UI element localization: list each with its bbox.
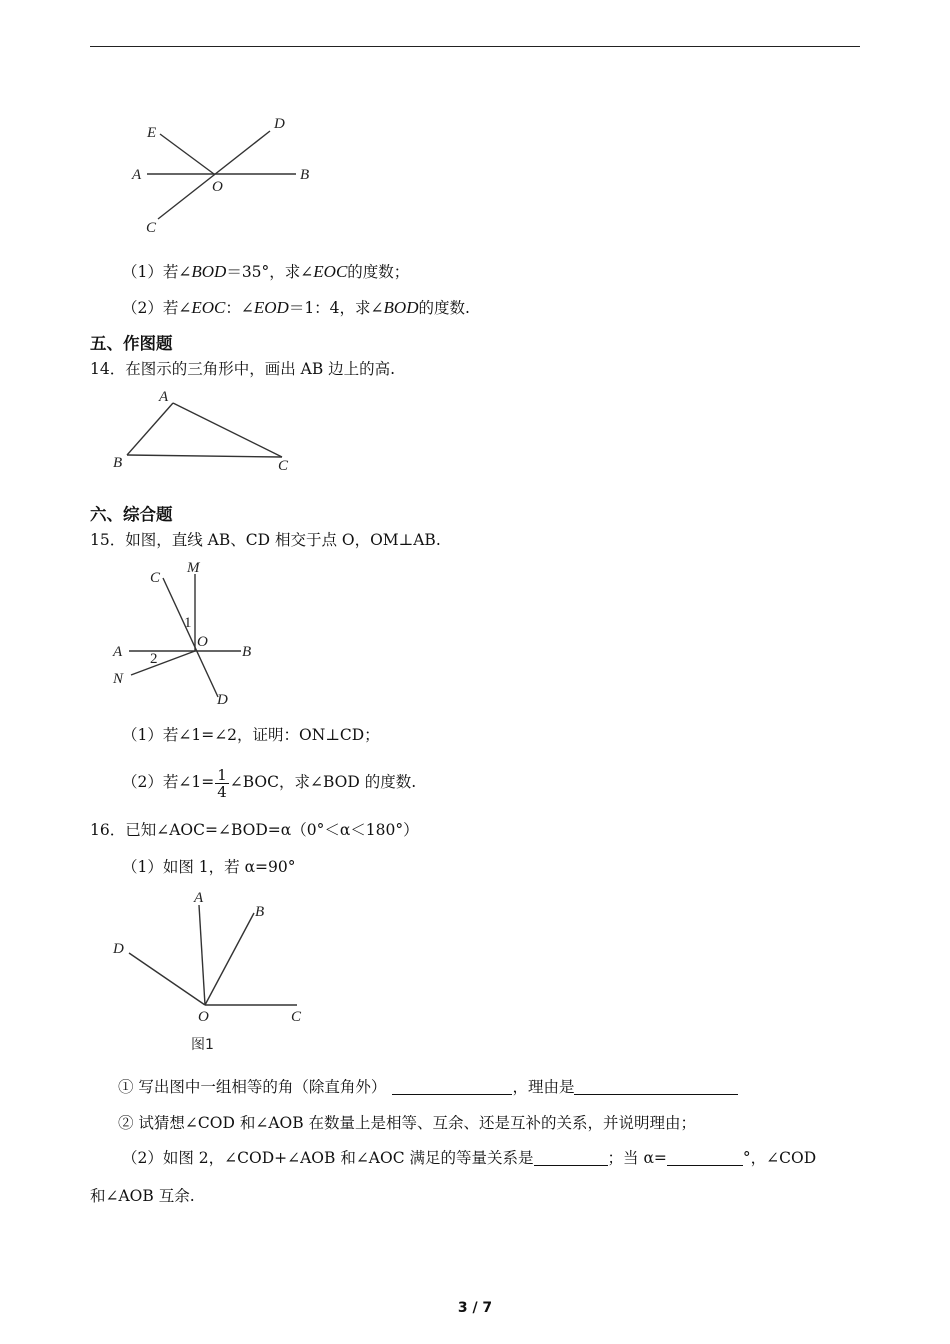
- section-6-title: 六、综合题: [90, 505, 173, 524]
- label-angle-2: 2: [150, 651, 158, 667]
- side-ab: [127, 403, 173, 455]
- label-angle-1: 1: [184, 615, 192, 631]
- label-d: D: [217, 692, 228, 708]
- label-a: A: [113, 644, 123, 660]
- answer-blank-alpha[interactable]: [667, 1149, 743, 1166]
- answer-blank-angles[interactable]: [392, 1078, 512, 1095]
- q16-subq1: ① 写出图中一组相等的角（除直角外） ，理由是: [118, 1077, 738, 1097]
- line-cd: [163, 578, 218, 697]
- label-o: O: [197, 634, 208, 650]
- label-m: M: [187, 560, 200, 576]
- figure-14-triangle: [105, 385, 305, 475]
- header-rule: [90, 46, 860, 47]
- q15-part1: （1）若∠1=∠2，证明：ON⊥CD；: [122, 726, 380, 744]
- line-ob: [205, 913, 254, 1005]
- figure-caption: 图1: [191, 1037, 214, 1053]
- label-c: C: [278, 458, 289, 474]
- label-n: N: [113, 671, 124, 687]
- side-bc: [127, 455, 282, 457]
- line-od: [129, 953, 205, 1005]
- figure-16-diagram: [105, 885, 325, 1060]
- q16-part2: （2）如图 2，∠COD+∠AOB 和∠AOC 满足的等量关系是 ；当 α= °，∠COD: [122, 1149, 817, 1167]
- label-d: D: [113, 941, 124, 957]
- label-b: B: [255, 904, 265, 920]
- label-c: C: [146, 220, 157, 236]
- figure-13-diagram: [120, 105, 330, 240]
- q16-subq2: ② 试猜想∠COD 和∠AOB 在数量上是相等、互余、还是互补的关系，并说明理由；: [118, 1114, 697, 1132]
- label-c: C: [291, 1009, 302, 1025]
- section-5-title: 五、作图题: [90, 334, 173, 353]
- label-o: O: [198, 1009, 209, 1025]
- q16-text: 16．已知∠AOC=∠BOD=α（0°＜α＜180°）: [90, 821, 419, 839]
- answer-blank-relation[interactable]: [534, 1149, 608, 1166]
- q16-part2-continued: 和∠AOB 互余.: [90, 1187, 195, 1205]
- label-a: A: [132, 167, 142, 183]
- label-d: D: [274, 116, 285, 132]
- side-ac: [173, 403, 282, 457]
- line-eo: [160, 134, 214, 174]
- label-a: A: [159, 389, 169, 405]
- fraction-one-quarter: $\frac{1}{4}$: [217, 765, 227, 801]
- q15-text: 15．如图，直线 AB、CD 相交于点 O，OM⊥AB.: [90, 531, 441, 549]
- label-b: B: [242, 644, 252, 660]
- figure-15-diagram: [105, 556, 265, 711]
- label-c: C: [150, 570, 161, 586]
- line-on: [131, 651, 195, 675]
- label-b: B: [300, 167, 310, 183]
- label-o: O: [212, 179, 223, 195]
- q14-text: 14．在图示的三角形中，画出 AB 边上的高.: [90, 360, 396, 378]
- q15-part2: （2）若∠1= $\frac{1}{4}$ ∠BOC，求∠BOD 的度数.: [122, 765, 417, 801]
- label-b: B: [113, 455, 123, 471]
- q13-part2: （2）若∠EOC：∠EOD＝1：4，求∠BOD的度数.: [122, 298, 470, 317]
- q13-part1: （1）若∠BOD＝35°，求∠EOC的度数；: [122, 262, 410, 281]
- q16-part1: （1）如图 1，若 α=90°: [122, 858, 296, 876]
- label-a: A: [194, 890, 204, 906]
- label-e: E: [147, 125, 157, 141]
- answer-blank-reason[interactable]: [574, 1078, 738, 1095]
- page-number: 3 / 7: [457, 1300, 493, 1316]
- line-oa: [199, 905, 205, 1005]
